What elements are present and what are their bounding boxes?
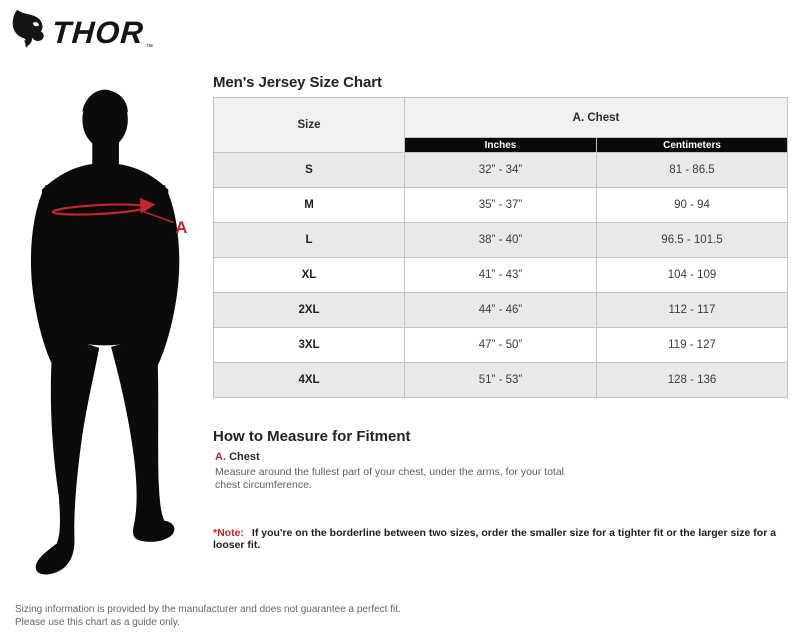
inches-value: 44” - 46”	[405, 293, 597, 328]
measure-section-heading: How to Measure for Fitment	[213, 428, 411, 445]
page-title: Men's Jersey Size Chart	[213, 74, 382, 91]
centimeters-value: 81 - 86.5	[597, 153, 788, 188]
inches-value: 47” - 50”	[405, 328, 597, 363]
column-header-inches: Inches	[405, 138, 597, 153]
sizing-note	[213, 527, 791, 551]
chest-label-a: A	[175, 218, 188, 238]
table-row	[214, 258, 788, 293]
size-value: L	[214, 223, 405, 258]
size-value: 4XL	[214, 363, 405, 398]
male-silhouette-figure	[28, 88, 200, 582]
trademark-symbol: ™	[145, 44, 153, 51]
note-text: If you're on the borderline between two sizes, order the smaller size for a tighter fit or the larger size for a looser fit.	[213, 527, 777, 551]
column-header-chest: A. Chest	[405, 98, 788, 138]
table-row	[214, 153, 788, 188]
disclaimer-line-1: Sizing information is provided by the manufacturer and does not guarantee a perfect fit.	[15, 604, 401, 615]
disclaimer-line-2: Please use this chart as a guide only.	[15, 616, 180, 628]
thor-wordmark: THOR	[50, 15, 146, 50]
measure-item-name: Chest	[229, 451, 260, 463]
thor-logo[interactable]	[10, 6, 153, 55]
centimeters-value: 119 - 127	[597, 328, 788, 363]
inches-value: 38” - 40”	[405, 223, 597, 258]
table-row	[214, 188, 788, 223]
centimeters-value: 104 - 109	[597, 258, 788, 293]
body-silhouette	[31, 90, 179, 575]
table-row	[214, 293, 788, 328]
column-header-centimeters: Centimeters	[597, 138, 788, 153]
inches-value: 35” - 37”	[405, 188, 597, 223]
measure-item-description: Measure around the fullest part of your chest, under the arms, for your total chest circumference.	[215, 466, 565, 491]
size-value: M	[214, 188, 405, 223]
size-value: 2XL	[214, 293, 405, 328]
measure-item-chest	[215, 451, 260, 463]
centimeters-value: 96.5 - 101.5	[597, 223, 788, 258]
table-row	[214, 363, 788, 398]
size-value: XL	[214, 258, 405, 293]
table-row	[214, 328, 788, 363]
measure-item-letter: A.	[215, 451, 226, 463]
inches-value: 32” - 34”	[405, 153, 597, 188]
size-value: 3XL	[214, 328, 405, 363]
size-value: S	[214, 153, 405, 188]
ram-head-icon	[10, 6, 50, 55]
column-header-size: Size	[214, 98, 405, 153]
table-row	[214, 223, 788, 258]
note-label: *Note:	[213, 527, 244, 539]
centimeters-value: 112 - 117	[597, 293, 788, 328]
centimeters-value: 90 - 94	[597, 188, 788, 223]
inches-value: 41” - 43”	[405, 258, 597, 293]
inches-value: 51” - 53”	[405, 363, 597, 398]
disclaimer	[15, 604, 401, 629]
centimeters-value: 128 - 136	[597, 363, 788, 398]
size-chart-table	[213, 97, 788, 398]
